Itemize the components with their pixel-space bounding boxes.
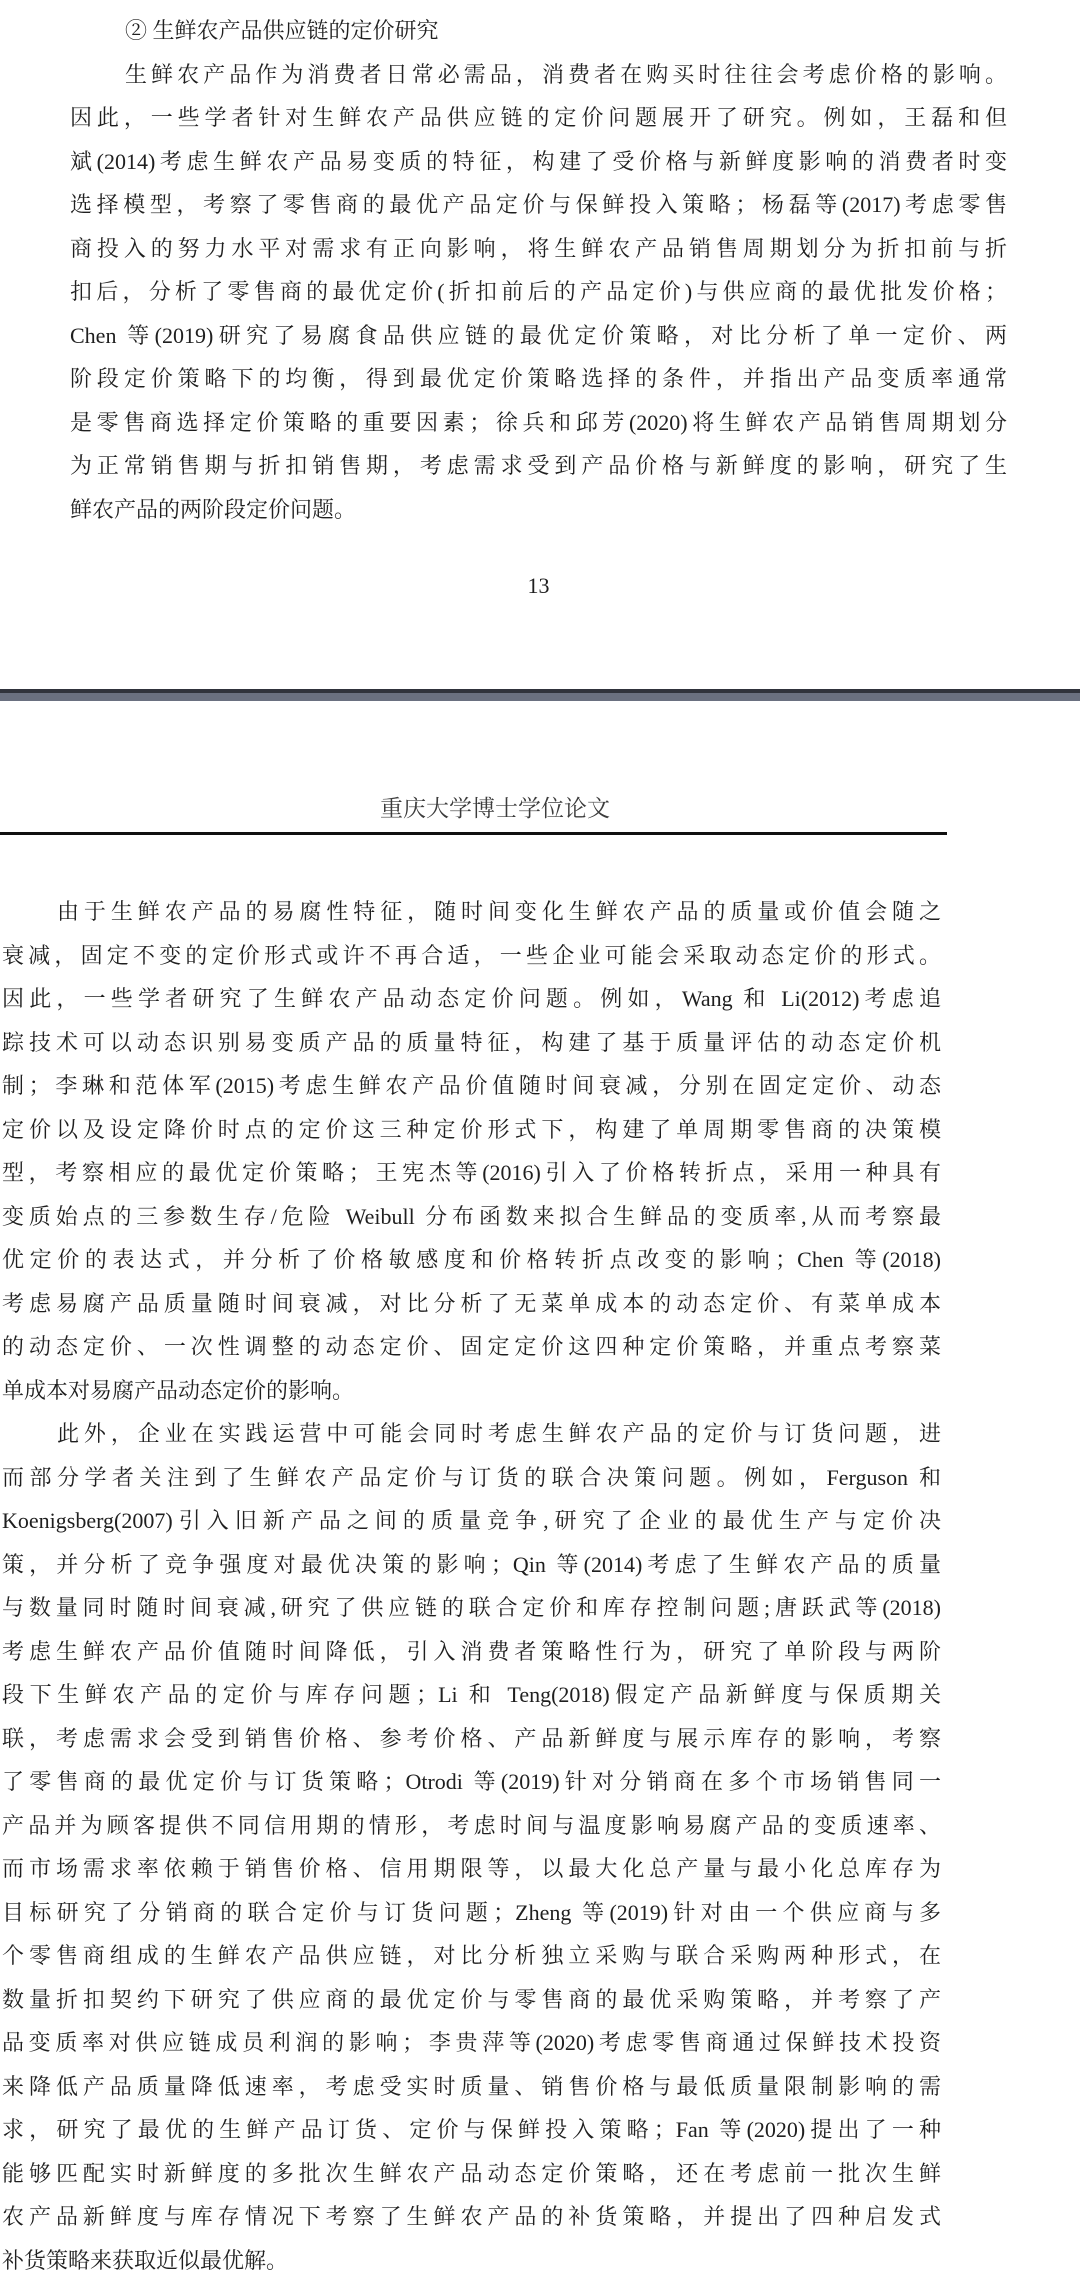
body-line: 考虑生鲜农产品价值随时间降低，引入消费者策略性行为，研究了单阶段与两阶 bbox=[2, 1638, 941, 1664]
body-line: 而市场需求率依赖于销售价格、信用期限等，以最大化总产量与最小化总库存为 bbox=[2, 1856, 941, 1881]
body-line: 斌(2014)考虑生鲜农产品易变质的特征，构建了受价格与新鲜度影响的消费者时变 bbox=[70, 148, 1007, 174]
body-line: 为正常销售期与折扣销售期，考虑需求受到产品价格与新鲜度的影响，研究了生 bbox=[70, 453, 1007, 478]
body-line: 品变质率对供应链成员利润的影响；李贵萍等(2020)考虑零售商通过保鲜技术投资 bbox=[2, 2030, 941, 2055]
body-line: 了零售商的最优定价与订货策略；Otrodi 等(2019)针对分销商在多个市场销售同一 bbox=[2, 1769, 941, 1794]
body-line: 选择模型，考察了零售商的最优产品定价与保鲜投入策略；杨磊等(2017)考虑零售 bbox=[70, 192, 1007, 217]
body-line: 个零售商组成的生鲜农产品供应链，对比分析独立采购与联合采购两种形式，在 bbox=[2, 1943, 941, 1968]
page-number: 13 bbox=[527, 573, 550, 598]
body-line: 优定价的表达式，并分析了价格敏感度和价格转折点改变的影响；Chen 等(2018) bbox=[2, 1247, 941, 1272]
body-line: Koenigsberg(2007)引入旧新产品之间的质量竞争,研究了企业的最优生产与定价决 bbox=[2, 1508, 941, 1533]
page-break-divider bbox=[0, 689, 1080, 701]
body-line: 是零售商选择定价策略的重要因素；徐兵和邱芳(2020)将生鲜农产品销售周期划分 bbox=[70, 409, 1007, 435]
body-line: 求，研究了最优的生鲜产品订货、定价与保鲜投入策略；Fan 等(2020)提出了一种 bbox=[2, 2117, 941, 2142]
body-line: 目标研究了分销商的联合定价与订货问题；Zheng 等(2019)针对由一个供应商与多 bbox=[2, 1899, 941, 1925]
body-line: 型，考察相应的最优定价策略；王宪杰等(2016)引入了价格转折点，采用一种具有 bbox=[2, 1160, 941, 1185]
body-line: 农产品新鲜度与库存情况下考察了生鲜农产品的补货策略，并提出了四种启发式 bbox=[2, 2204, 941, 2229]
body-line: 能够匹配实时新鲜度的多批次生鲜农产品动态定价策略，还在考虑前一批次生鲜 bbox=[2, 2160, 941, 2186]
body-line: 衰减，固定不变的定价形式或许不再合适，一些企业可能会采取动态定价的形式。 bbox=[2, 942, 941, 968]
body-line: 补货策略来获取近似最优解。 bbox=[2, 2247, 289, 2273]
body-line: 策，并分析了竞争强度对最优决策的影响；Qin 等(2014)考虑了生鲜农产品的质量 bbox=[2, 1551, 941, 1577]
body-line: 的动态定价、一次性调整的动态定价、固定定价这四种定价策略，并重点考察菜 bbox=[2, 1334, 941, 1359]
body-line: 定价以及设定降价时点的定价这三种定价形式下，构建了单周期零售商的决策模 bbox=[2, 1116, 941, 1142]
body-line: 产品并为顾客提供不同信用期的情形，考虑时间与温度影响易腐产品的变质速率、 bbox=[2, 1812, 941, 1838]
body-line: 而部分学者关注到了生鲜农产品定价与订货的联合决策问题。例如，Ferguson 和 bbox=[2, 1464, 941, 1490]
page-14-body bbox=[2, 890, 941, 2282]
body-line: 来降低产品质量降低速率，考虑受实时质量、销售价格与最低质量限制影响的需 bbox=[2, 2073, 941, 2099]
body-line: 制；李琳和范体军(2015)考虑生鲜农产品价值随时间衰减，分别在固定定价、动态 bbox=[2, 1073, 941, 1098]
body-line: 鲜农产品的两阶段定价问题。 bbox=[70, 496, 357, 522]
body-line: 此外，企业在实践运营中可能会同时考虑生鲜农产品的定价与订货问题，进 bbox=[57, 1421, 941, 1446]
body-line: Chen 等(2019)研究了易腐食品供应链的最优定价策略，对比分析了单一定价、两 bbox=[70, 322, 1007, 348]
body-line: 与数量同时随时间衰减,研究了供应链的联合定价和库存控制问题;唐跃武等(2018) bbox=[2, 1595, 941, 1620]
body-line: 考虑易腐产品质量随时间衰减，对比分析了无菜单成本的动态定价、有菜单成本 bbox=[2, 1290, 941, 1316]
body-line: 数量折扣契约下研究了供应商的最优定价与零售商的最优采购策略，并考察了产 bbox=[2, 1986, 941, 2012]
body-line: 变质始点的三参数生存/危险 Weibull 分布函数来拟合生鲜品的变质率,从而考察最 bbox=[2, 1203, 941, 1229]
page-break-band bbox=[0, 693, 1080, 701]
body-line: 由于生鲜农产品的易腐性特征，随时间变化生鲜农产品的质量或价值会随之 bbox=[57, 899, 941, 924]
header-rule bbox=[0, 832, 947, 835]
running-header: 重庆大学博士学位论文 bbox=[380, 796, 610, 821]
body-line: 单成本对易腐产品动态定价的影响。 bbox=[2, 1377, 355, 1403]
body-line: 生鲜农产品作为消费者日常必需品，消费者在购买时往往会考虑价格的影响。 bbox=[125, 61, 1007, 87]
page-13-paragraphs bbox=[70, 53, 1007, 532]
body-line: 扣后，分析了零售商的最优定价(折扣前后的产品定价)与供应商的最优批发价格； bbox=[70, 279, 1007, 304]
section-heading: ② 生鲜农产品供应链的定价研究 bbox=[125, 18, 439, 43]
body-line: 商投入的努力水平对需求有正向影响，将生鲜农产品销售周期划分为折扣前与折 bbox=[70, 235, 1007, 261]
body-line: 段下生鲜农产品的定价与库存问题；Li 和 Teng(2018)假定产品新鲜度与保质期关 bbox=[2, 1682, 941, 1707]
body-line: 联，考虑需求会受到销售价格、参考价格、产品新鲜度与展示库存的影响，考察 bbox=[2, 1725, 941, 1751]
page-13-body bbox=[70, 9, 1007, 531]
body-line: 因此，一些学者针对生鲜农产品供应链的定价问题展开了研究。例如，王磊和但 bbox=[70, 105, 1007, 130]
body-line: 因此，一些学者研究了生鲜农产品动态定价问题。例如，Wang 和 Li(2012)考虑追 bbox=[2, 986, 941, 1011]
body-line: 阶段定价策略下的均衡，得到最优定价策略选择的条件，并指出产品变质率通常 bbox=[70, 366, 1007, 391]
body-line: 踪技术可以动态识别易变质产品的质量特征，构建了基于质量评估的动态定价机 bbox=[2, 1029, 941, 1055]
